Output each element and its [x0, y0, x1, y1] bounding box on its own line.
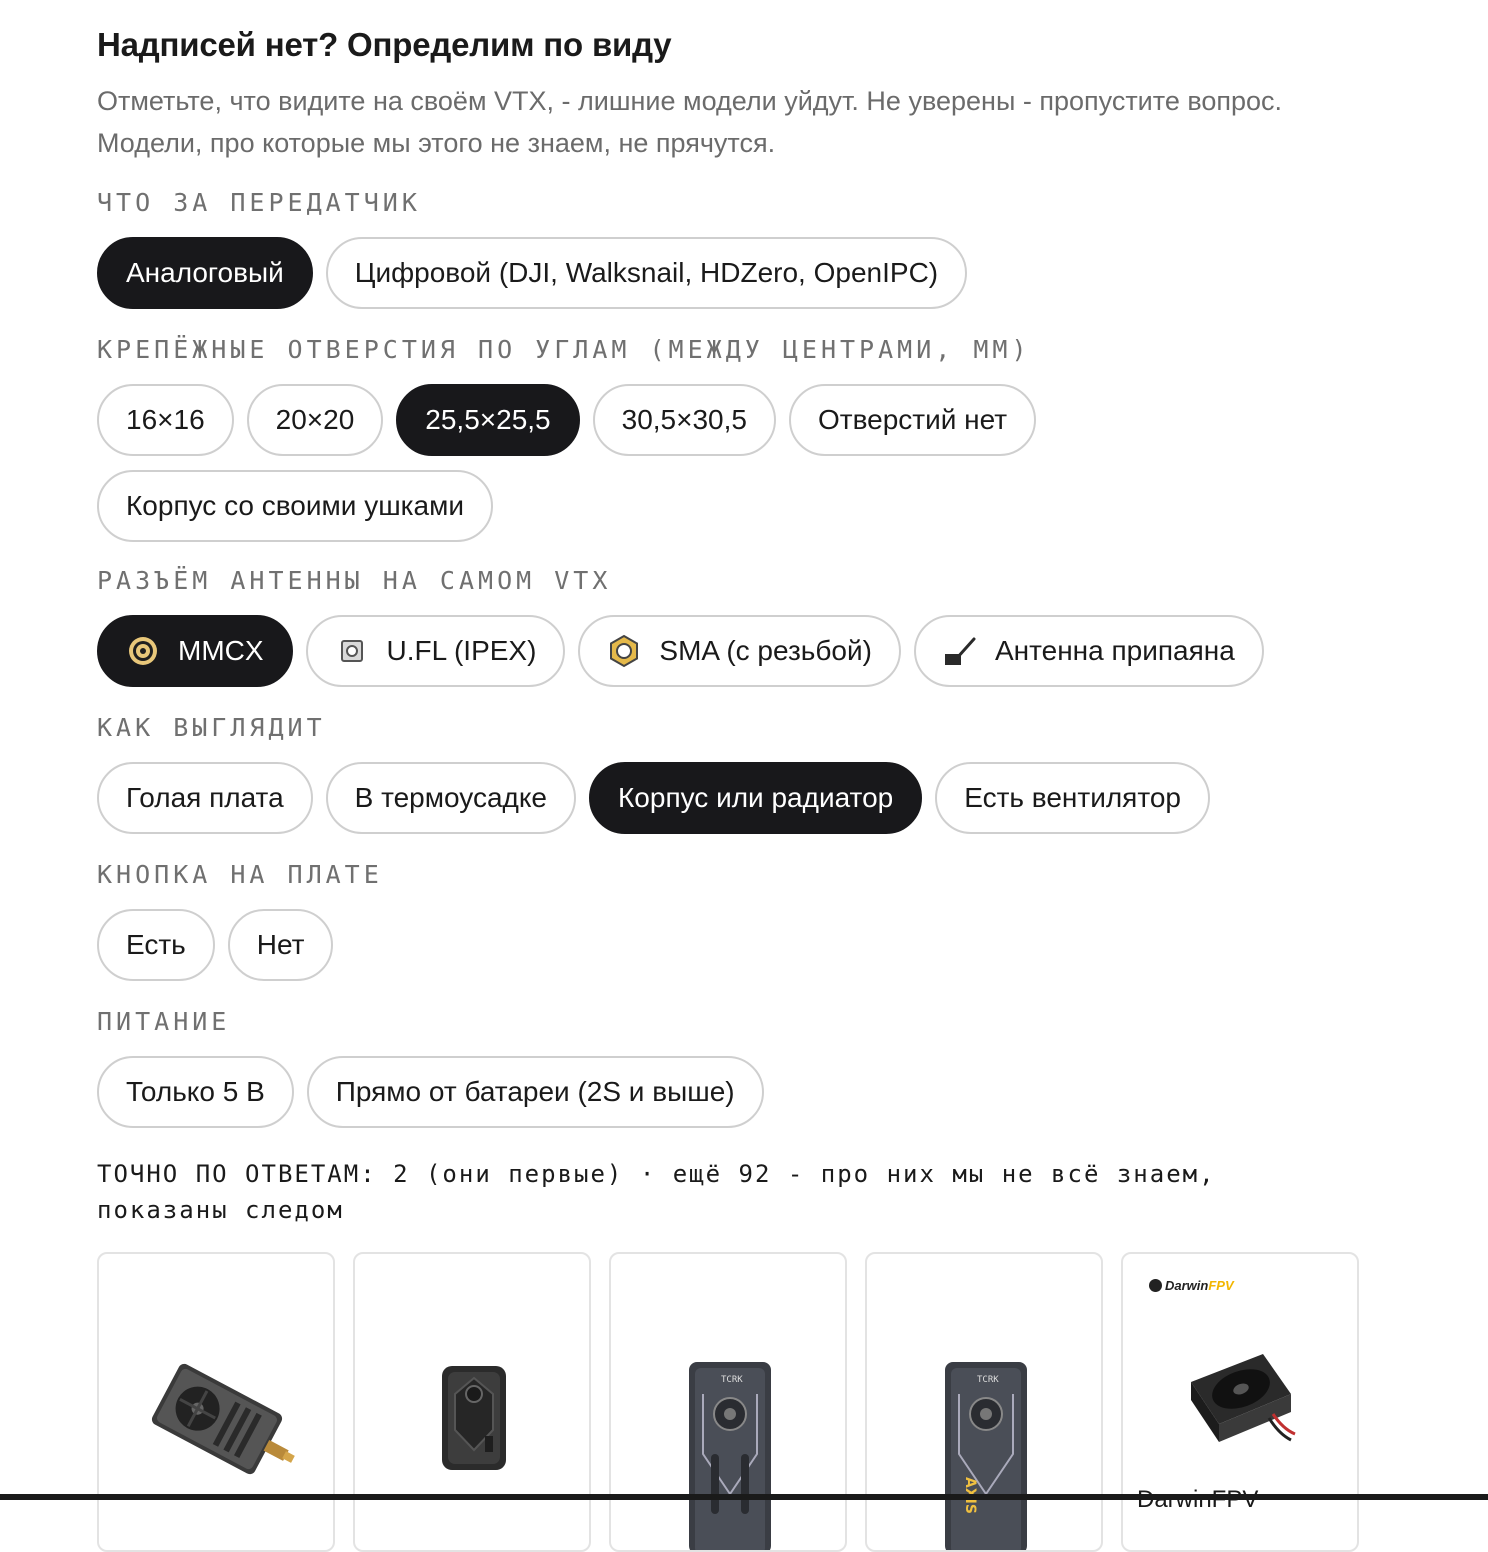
ufl-connector-icon [335, 634, 369, 668]
option-mount-25-5x25-5[interactable]: 25,5×25,5 [396, 384, 579, 456]
option-power-battery[interactable]: Прямо от батареи (2S и выше) [307, 1056, 764, 1128]
option-button-yes[interactable]: Есть [97, 909, 215, 981]
option-mount-20x20[interactable]: 20×20 [247, 384, 384, 456]
option-mount-30-5x30-5[interactable]: 30,5×30,5 [593, 384, 776, 456]
option-antenna-soldered[interactable] [914, 615, 1264, 687]
filter-group-mounting [97, 384, 1357, 542]
product-card[interactable] [865, 1252, 1103, 1552]
option-button-no[interactable]: Нет [228, 909, 334, 981]
option-mount-16x16[interactable]: 16×16 [97, 384, 234, 456]
filter-group-appearance [97, 762, 1357, 834]
mmcx-connector-icon [126, 634, 160, 668]
option-has-fan[interactable]: Есть вентилятор [935, 762, 1210, 834]
option-digital[interactable]: Цифровой (DJI, Walksnail, HDZero, OpenIPC) [326, 237, 967, 309]
vtx-axis-case-image [611, 1254, 847, 1552]
page-title: Надписей нет? Определим по виду [97, 26, 672, 63]
filter-group-antenna [97, 615, 1357, 687]
filter-group-transmitter [97, 237, 1357, 309]
filter-label-transmitter: ЧТО ЗА ПЕРЕДАТЧИК [97, 188, 421, 217]
filter-label-appearance: КАК ВЫГЛЯДИТ [97, 713, 326, 742]
option-case-or-heatsink[interactable]: Корпус или радиатор [589, 762, 922, 834]
product-grid [97, 1252, 1359, 1552]
sma-connector-icon [607, 634, 641, 668]
product-card[interactable] [1121, 1252, 1359, 1552]
option-antenna-sma[interactable] [578, 615, 901, 687]
filter-label-button: КНОПКА НА ПЛАТЕ [97, 860, 383, 889]
option-antenna-ufl-label: U.FL (IPEX) [386, 635, 537, 666]
bottom-edge-bar [0, 1494, 1488, 1500]
case-text: TCRK [977, 1375, 999, 1385]
page-description: Отметьте, что видите на своём VTX, - лишние модели уйдут. Не уверены - пропустите вопрос. Модели, про которые мы этого не знаем, не прячутся. [97, 86, 1283, 158]
product-card[interactable] [353, 1252, 591, 1552]
soldered-antenna-icon [943, 634, 977, 668]
filter-label-mounting: КРЕПЁЖНЫЕ ОТВЕРСТИЯ ПО УГЛАМ (МЕЖДУ ЦЕНТРАМИ, ММ) [97, 335, 1031, 364]
option-mount-no-holes[interactable]: Отверстий нет [789, 384, 1036, 456]
option-antenna-mmcx[interactable] [97, 615, 293, 687]
filter-label-power: ПИТАНИЕ [97, 1007, 231, 1036]
product-name [1137, 1486, 1258, 1514]
option-antenna-mmcx-label: MMCX [178, 635, 264, 666]
product-card[interactable] [609, 1252, 847, 1552]
results-summary: ТОЧНО ПО ОТВЕТАМ: 2 (они первые) · ещё 92 - про них мы не всё знаем, показаны следом [97, 1160, 1216, 1224]
option-bare-board[interactable]: Голая плата [97, 762, 313, 834]
filter-group-button [97, 909, 1357, 981]
brand-logo: DarwinFPV [1149, 1278, 1234, 1293]
option-power-5v[interactable]: Только 5 В [97, 1056, 294, 1128]
vtx-axis-case-image [867, 1254, 1103, 1552]
option-analog[interactable]: Аналоговый [97, 237, 313, 309]
vtx-fan-case-image [99, 1254, 335, 1552]
filter-label-antenna: РАЗЪЁМ АНТЕННЫ НА САМОМ VTX [97, 566, 612, 595]
option-heat-shrink[interactable]: В термоусадке [326, 762, 576, 834]
filter-group-power [97, 1056, 1357, 1128]
option-antenna-sma-label: SMA (с резьбой) [659, 635, 872, 666]
product-card[interactable] [97, 1252, 335, 1552]
option-antenna-ufl[interactable] [306, 615, 566, 687]
vtx-black-case-image [355, 1254, 591, 1552]
case-text: TCRK [721, 1375, 743, 1385]
option-mount-case-ears[interactable]: Корпус со своими ушками [97, 470, 493, 542]
option-antenna-soldered-label: Антенна припаяна [994, 635, 1235, 666]
